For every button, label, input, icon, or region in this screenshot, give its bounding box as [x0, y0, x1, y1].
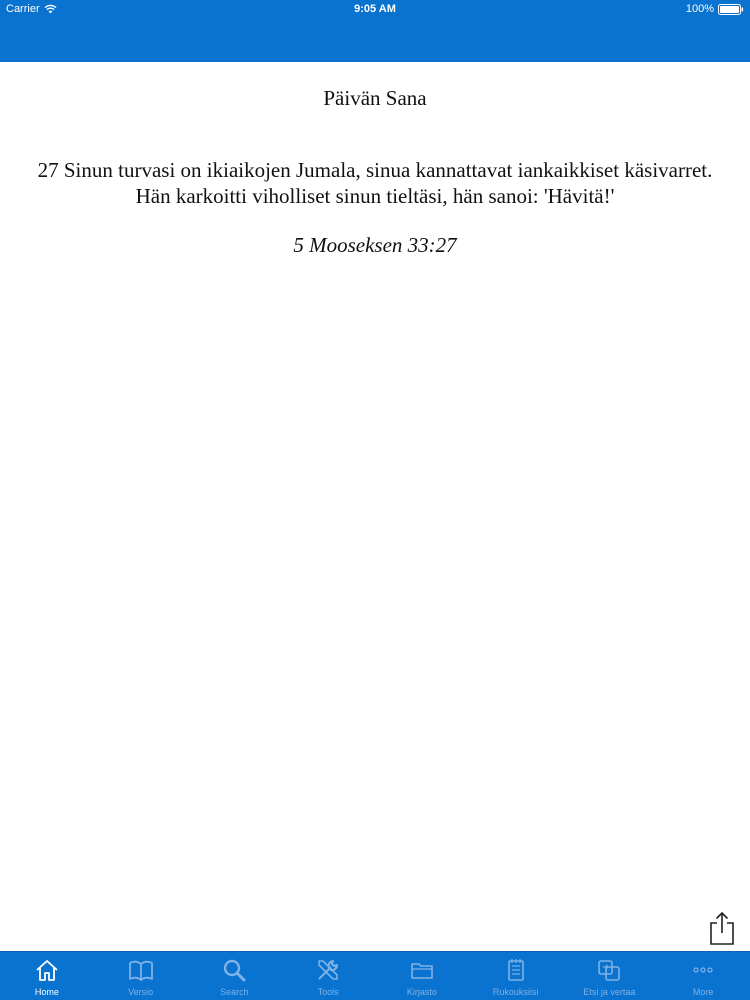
tab-kirjasto[interactable]: [375, 952, 469, 1000]
tab-label: Search: [220, 987, 249, 997]
tab-label: Versio: [128, 987, 154, 997]
home-icon: [33, 956, 61, 984]
carrier-label: Carrier: [6, 3, 40, 15]
battery-percentage: 100%: [685, 3, 714, 15]
more-icon: [689, 956, 717, 984]
verse-reference: 5 Mooseksen 33:27: [293, 233, 457, 257]
battery-icon: [718, 4, 744, 15]
tab-label: More: [692, 987, 714, 997]
page-title: Päivän Sana: [323, 86, 427, 110]
share-icon: [707, 910, 737, 946]
notepad-icon: [502, 956, 530, 984]
tab-label: Rukouksiisi: [492, 987, 539, 997]
tab-more[interactable]: [656, 952, 750, 1000]
tab-rukouksiisi[interactable]: [469, 952, 563, 1000]
compare-icon: [595, 956, 623, 984]
tab-search[interactable]: [188, 952, 282, 1000]
tab-label: Etsi ja vertaa: [583, 987, 636, 997]
tab-label: Home: [34, 987, 59, 997]
tab-bar: [0, 951, 750, 1000]
tab-tools[interactable]: [281, 952, 375, 1000]
tab-versio[interactable]: [94, 952, 188, 1000]
share-button[interactable]: [707, 910, 737, 946]
daily-word-content: [0, 62, 750, 258]
tab-label: Kirjasto: [406, 987, 437, 997]
tools-icon: [314, 956, 342, 984]
navigation-bar: [0, 0, 750, 62]
tab-etsi-ja-vertaa[interactable]: [563, 952, 657, 1000]
verse-text: 27 Sinun turvasi on ikiaikojen Jumala, sinua kannattavat iankaikkiset käsivarret. Hän karkoitti viholliset sinun tieltäsi, hän sanoi: 'Hävitä!': [37, 158, 713, 208]
book-icon: [127, 956, 155, 984]
tab-label: Tools: [317, 987, 339, 997]
tab-home[interactable]: [0, 952, 94, 1000]
status-time: 9:05 AM: [354, 3, 396, 15]
status-right: [686, 3, 744, 15]
folder-icon: [408, 956, 436, 984]
status-bar: [0, 0, 750, 20]
search-icon: [220, 956, 248, 984]
